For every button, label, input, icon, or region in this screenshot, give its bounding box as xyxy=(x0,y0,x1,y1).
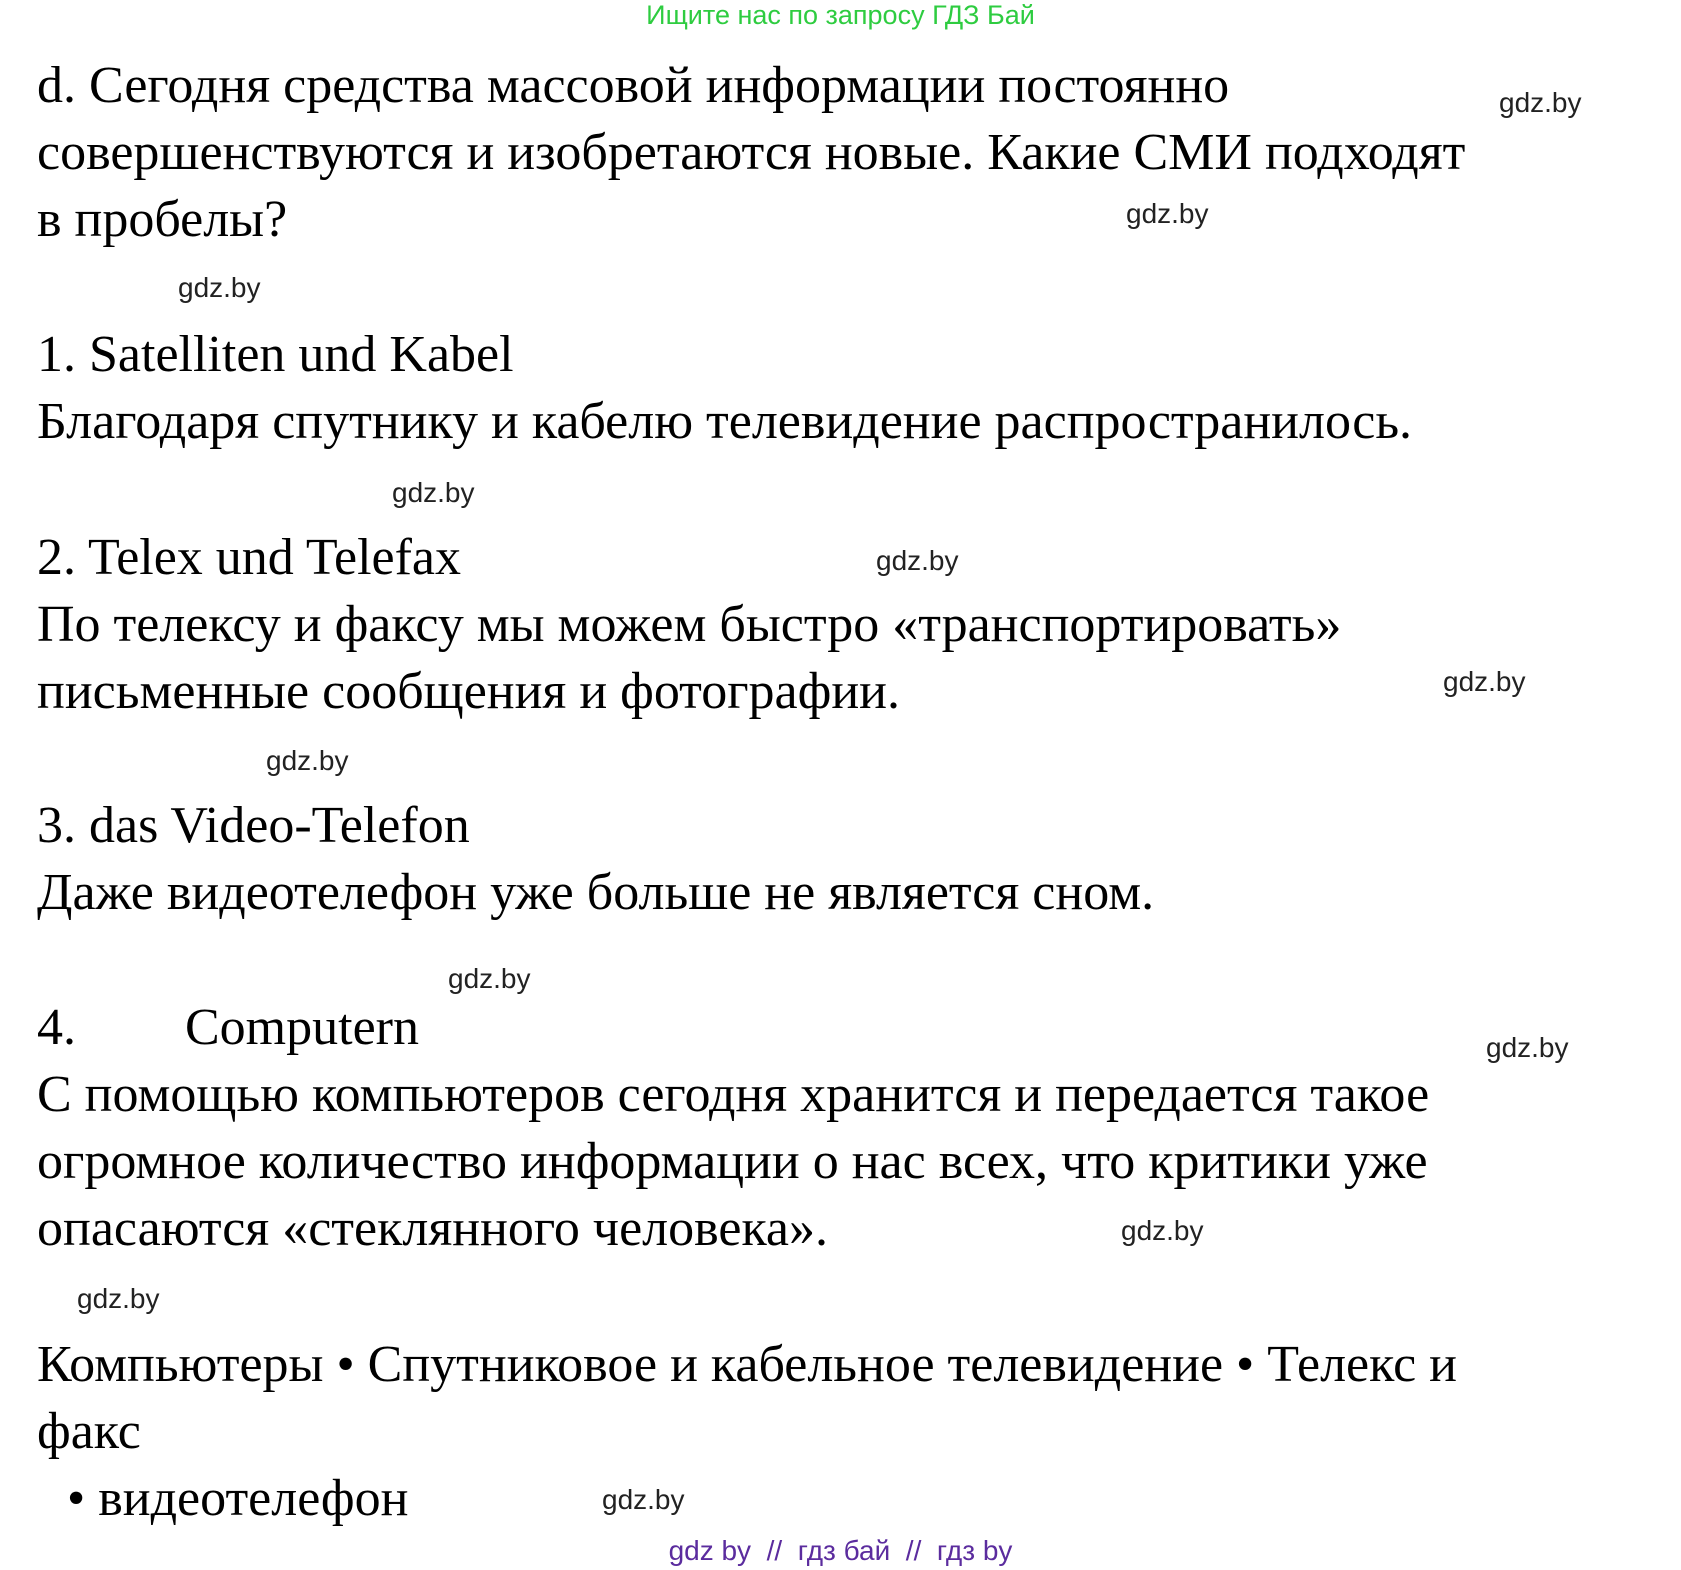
top-banner: Ищите нас по запросу ГДЗ Бай xyxy=(646,0,1035,30)
watermark: gdz.by xyxy=(1486,1032,1569,1063)
watermark: gdz.by xyxy=(602,1484,685,1515)
watermark: gdz.by xyxy=(1121,1215,1204,1246)
item-2-heading: 2. Telex und Telefax xyxy=(37,529,461,586)
watermark: gdz.by xyxy=(266,745,349,776)
word-bank-line-3: • видеотелефон xyxy=(67,1470,409,1527)
item-2-line-1: По телексу и факсу мы можем быстро «транспортировать» xyxy=(37,596,1342,653)
watermark: gdz.by xyxy=(876,545,959,576)
question-line-2: совершенствуются и изобретаются новые. Какие СМИ подходят xyxy=(37,124,1466,181)
watermark: gdz.by xyxy=(77,1283,160,1314)
item-2-line-2: письменные сообщения и фотографии. xyxy=(37,663,900,720)
watermark: gdz.by xyxy=(1126,198,1209,229)
footer-links: gdz by // гдз бай // гдз by xyxy=(668,1535,1013,1566)
item-4-line-1: С помощью компьютеров сегодня хранится и передается такое xyxy=(37,1066,1430,1123)
watermark: gdz.by xyxy=(1499,87,1582,118)
question-line-3: в пробелы? xyxy=(37,191,288,248)
item-4-line-3: опасаются «стеклянного человека». xyxy=(37,1200,828,1257)
item-4-line-2: огромное количество информации о нас всех, что критики уже xyxy=(37,1133,1428,1190)
item-1-line-1: Благодаря спутнику и кабелю телевидение распространилось. xyxy=(37,393,1413,450)
item-3-heading: 3. das Video-Telefon xyxy=(37,797,470,854)
item-1-heading: 1. Satelliten und Kabel xyxy=(37,326,514,383)
word-bank-line-2: факс xyxy=(37,1403,141,1460)
watermark: gdz.by xyxy=(392,477,475,508)
watermark: gdz.by xyxy=(178,272,261,303)
question-line-1: d. Сегодня средства массовой информации постоянно xyxy=(37,57,1230,114)
watermark: gdz.by xyxy=(1443,666,1526,697)
item-4-number: 4. xyxy=(37,999,76,1056)
item-4-heading: Computern xyxy=(185,999,419,1056)
watermark: gdz.by xyxy=(448,963,531,994)
item-3-line-1: Даже видеотелефон уже больше не является сном. xyxy=(37,864,1155,921)
word-bank-line-1: Компьютеры • Спутниковое и кабельное телевидение • Телекс и xyxy=(37,1336,1457,1393)
